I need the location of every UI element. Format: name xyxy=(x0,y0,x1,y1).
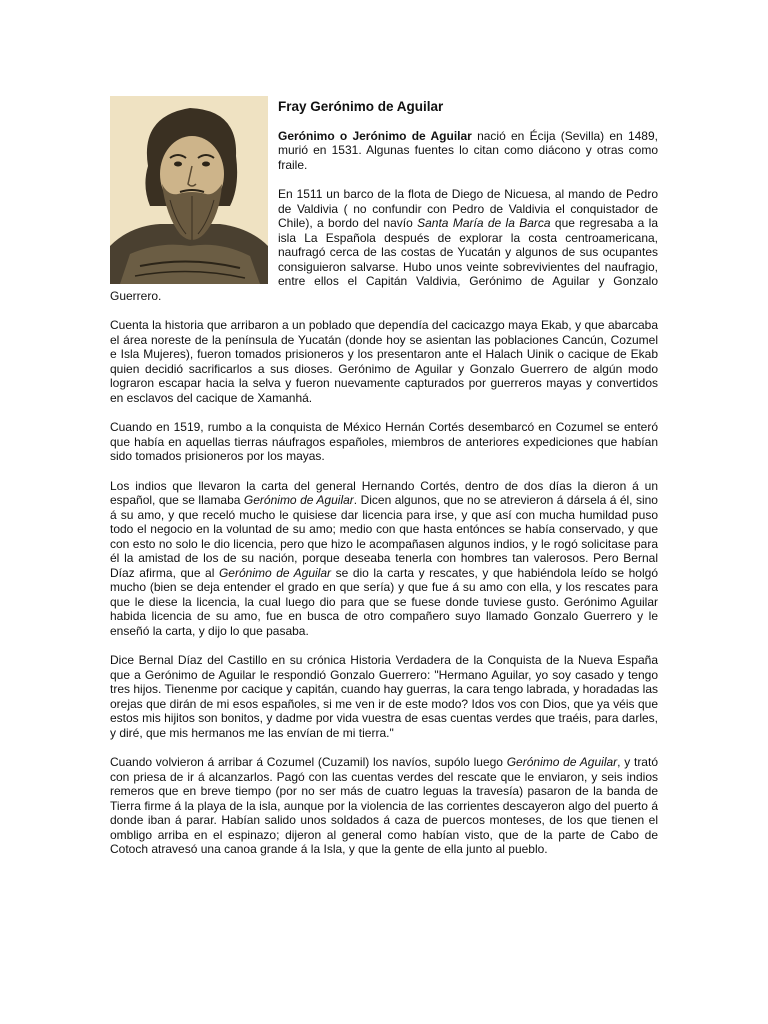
paragraph-2-text-a: En 1511 un barco de la flota de Diego de Nicuesa, al mando de Pedro de Valdivia ( no confundir con Pedro de Valdivia el conquistador de Chile), a bordo del navío xyxy=(278,187,658,230)
article-body xyxy=(110,96,658,872)
paragraph-6: Dice Bernal Díaz del Castillo en su crónica Historia Verdadera de la Conquista de la Nueva España que a Gerónimo de Aguilar le respondió Gonzalo Guerrero: "Hermano Aguilar, yo soy casado y tengo tres hijos. Tienenme por cacique y capitán, cuando hay guerras, la cara tengo labrada, y horadadas las orejas que dirán de mi esos españoles, si me ven ir de este modo? Idos vos con Dios, que ya véis que estos mis hijitos son bonitos, y dadme por vida vuestra de esas cuentas verdes que traéis, para darles, y diré, que mis hermanos me las envían de mi tierra." xyxy=(110,653,658,740)
paragraph-3: Cuenta la historia que arribaron a un poblado que dependía del cacicazgo maya Ekab, y que abarcaba el área noreste de la península de Yucatán (donde hoy se asientan las poblaciones Cancún, Cozumel e Isla Mujeres), fueron tomados prisioneros y los presentaron ante el Halach Uinik o cacique de Ekab quien decidió sacrificarlos a sus dioses. Gerónimo de Aguilar y Gonzalo Guerrero de algún modo lograron escapar hacia la selva y fueron nuevamente capturados por guerreros mayas y convertidos en esclavos del cacique de Xamanhá. xyxy=(110,318,658,405)
paragraph-1-text: nació en Écija (Sevilla) en 1489, murió en 1531. Algunas fuentes lo citan como diácono y otras como fraile. xyxy=(278,128,658,172)
paragraph-4: Cuando en 1519, rumbo a la conquista de México Hernán Cortés desembarcó en Cozumel se enteró que había en aquellas tierras náufragos españoles, miembros de anteriores expediciones que habían sido tomados prisioneros por los mayas. xyxy=(110,420,658,463)
paragraph-2-text-b: que regresaba a la isla La Española después de explorar la costa centroamericana, naufragó cerca de las costas de Yucatán y algunos de sus ocupantes consiguieron salvarse. Hubo unos veinte sobrevivientes del naufragio, entre ellos el Capitán Valdivia, Gerónimo de Aguilar y Gonzalo Guerrero. xyxy=(110,216,658,303)
paragraph-5-text-b: . Dicen algunos, que no se atrevieron á dársela á él, sino á su amo, y que receló mucho le quisiese dar licencia para irse, y que así con mucha humildad puso todo el negocio en la voluntad de su amo; medio con que hasta entónces se había conservado, y que con esto no solo le dio licencia, pero que hizo le acompañasen algunos indios, y le rogó solicitase para él la amistad de los de su nación, porque deseaba tenerla con hombres tan valerosos. Pero Bernal Díaz afirma, que al xyxy=(110,493,658,580)
paragraph-5 xyxy=(110,479,658,639)
paragraph-7-text-b: , y trató con priesa de ir á alcanzarlos. Pagó con las cuentas verdes del rescate que le enviaron, y seis indios remeros que en breve tiempo (por no ser más de cuatro leguas la travesía) pasaron de la banda de Tierra firme á la playa de la isla, aunque por la violencia de las corrientes descayeron algo del puerto á donde iban á parar. Habían salido unos soldados á caza de puercos monteses, de los que tienen el ombligo arriba en el espinazo; dijeron al general como habían visto, que de la parte de Cabo de Cotoch atravesó una canoa grande á la Isla, y que la gente de ella junto al pueblo. xyxy=(110,755,658,856)
article-title: Fray Gerónimo de Aguilar xyxy=(278,99,444,114)
portrait-engraving xyxy=(110,96,268,284)
subject-name: Gerónimo o Jerónimo de Aguilar xyxy=(278,128,472,143)
paragraph-5-text-c: se dio la carta y rescates, y que habiéndola leído se holgó mucho (bien se deja entender el grado en que sería) y que fue á su amo con ella, y los rescates para que le diese la licencia, la cual luego dio para que se fuese donde tuviese gusto. Gerónimo Aguilar habida licencia de su amo, fue en busca de otro compañero suyo llamado Gonzalo Guerrero y le enseñó la carta, y dijo lo que pasaba. xyxy=(110,565,658,638)
paragraph-5-italic-2: Gerónimo de Aguilar xyxy=(218,565,332,580)
ship-name: Santa María de la Barca xyxy=(417,216,551,230)
paragraph-7-italic-1: Gerónimo de Aguilar xyxy=(506,755,618,769)
paragraph-7 xyxy=(110,755,658,857)
paragraph-7-text-a: Cuando volvieron á arribar á Cozumel (Cuzamil) los navíos, supólo luego xyxy=(110,755,507,769)
paragraph-5-text-a: Los indios que llevaron la carta del general Hernando Cortés, dentro de dos días la dieron á un español, que se llamaba xyxy=(110,478,658,507)
paragraph-5-italic-1: Gerónimo de Aguilar xyxy=(243,493,354,507)
